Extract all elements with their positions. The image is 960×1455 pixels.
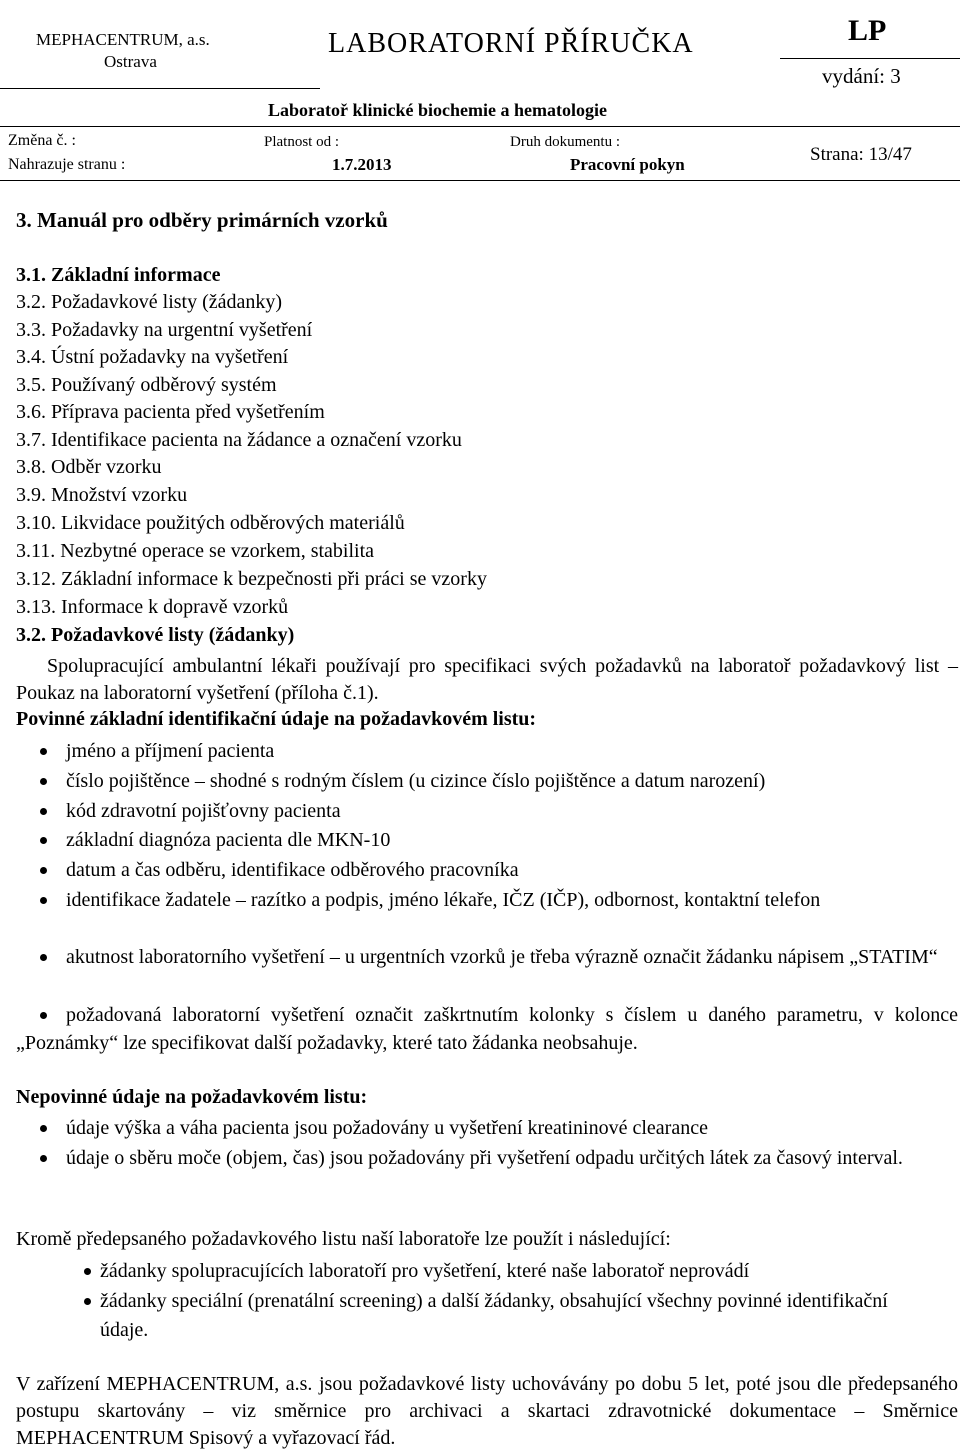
doctype-value: Pracovní pokyn (570, 155, 685, 174)
optional-title: Nepovinné údaje na požadavkovém listu: (16, 1086, 368, 1108)
bullet-icon (40, 954, 47, 961)
toc-item: 3.7. Identifikace pacienta na žádance a označení vzorku (16, 429, 462, 451)
toc-item: 3.8. Odběr vzorku (16, 456, 162, 478)
intro-paragraph: Spolupracující ambulantní lékaři používají pro specifikaci svých požadavků na laboratoř požadavkový list – Poukaz na laboratorní vyšetření (příloha č.1). (16, 655, 958, 704)
edition-label: vydání: 3 (822, 64, 901, 88)
list-item: identifikace žadatele – razítko a podpis, jméno lékaře, IČZ (IČP), odbornost, kontaktní telefon (16, 886, 958, 914)
list-item: akutnost laboratorního vyšetření – u urgentních vzorků je třeba výrazně označit žádanku nápisem „STATIM“ (16, 943, 958, 971)
document-title: LABORATORNÍ PŘÍRUČKA (328, 28, 694, 59)
change-label: Změna č. : (8, 132, 76, 149)
list-item: žádanky spolupracujících laboratoří pro vyšetření, které naše laboratoř neprovádí (16, 1257, 958, 1286)
bullet-icon (84, 1268, 91, 1275)
bullet-icon (40, 837, 47, 844)
header-divider (780, 58, 960, 59)
toc-item: 3.4. Ústní požadavky na vyšetření (16, 346, 289, 368)
company-name: MEPHACENTRUM, a.s. (36, 30, 210, 49)
page-number: Strana: 13/47 (810, 144, 912, 165)
header-divider (0, 88, 320, 89)
validity-label: Platnost od : (264, 134, 340, 150)
mandatory-title: Povinné základní identifikační údaje na požadavkovém listu: (16, 708, 537, 730)
toc-item: 3.6. Příprava pacienta před vyšetřením (16, 401, 325, 423)
bullet-icon (40, 1012, 47, 1019)
document-code: LP (848, 14, 887, 47)
doctype-label: Druh dokumentu : (510, 134, 620, 150)
lab-name: Laboratoř klinické biochemie a hematologie (268, 100, 607, 120)
closing-paragraph: V zařízení MEPHACENTRUM, a.s. jsou požadavkové listy uchovávány po dobu 5 let, poté jsou dle předepsaného postupu skartovány – viz směrnice pro archivaci a skartaci zdravotnické dokumentace – Směrnice MEPHACENTRUM Spisový a vyřazovací řád. (16, 1373, 958, 1449)
bullet-icon (40, 748, 47, 755)
bullet-icon (40, 808, 47, 815)
toc-item: 3.12. Základní informace k bezpečnosti při práci se vzorky (16, 568, 487, 590)
toc-item: 3.13. Informace k dopravě vzorků (16, 596, 289, 618)
bullet-icon (40, 867, 47, 874)
toc-item: 3.1. Základní informace (16, 264, 221, 286)
section-title: 3. Manuál pro odběry primárních vzorků (16, 208, 388, 232)
toc-item: 3.2. Požadavkové listy (žádanky) (16, 291, 283, 313)
validity-value: 1.7.2013 (332, 155, 392, 174)
company-city: Ostrava (104, 52, 157, 71)
list-item: požadovaná laboratorní vyšetření označit zaškrtnutím kolonky s číslem u daného parametru, v kolonce „Poznámky“ lze specifikovat další požadavky, které tato žádanka neobsahuje. (16, 1004, 958, 1054)
bullet-icon (84, 1298, 91, 1305)
other-intro: Kromě předepsaného požadavkového listu naší laboratoře lze použít i následující: (16, 1228, 671, 1250)
list-item: žádanky speciální (prenatální screening) a další žádanky, obsahující všechny povinné identifikační údaje. (16, 1287, 958, 1345)
toc-item: 3.3. Požadavky na urgentní vyšetření (16, 319, 313, 341)
toc-item: 3.5. Používaný odběrový systém (16, 374, 277, 396)
list-item: údaje o sběru moče (objem, čas) jsou požadovány při vyšetření odpadu určitých látek za časový interval. (16, 1144, 958, 1172)
bullet-icon (40, 897, 47, 904)
toc-item: 3.10. Likvidace použitých odběrových materiálů (16, 512, 405, 534)
subsection-title: 3.2. Požadavkové listy (žádanky) (16, 624, 295, 646)
header-divider (0, 180, 960, 181)
bullet-icon (40, 1155, 47, 1162)
toc-item: 3.11. Nezbytné operace se vzorkem, stabilita (16, 540, 375, 562)
bullet-icon (40, 778, 47, 785)
toc-item: 3.9. Množství vzorku (16, 484, 188, 506)
replaces-label: Nahrazuje stranu : (8, 156, 126, 173)
header-divider (0, 126, 960, 127)
bullet-icon (40, 1125, 47, 1132)
